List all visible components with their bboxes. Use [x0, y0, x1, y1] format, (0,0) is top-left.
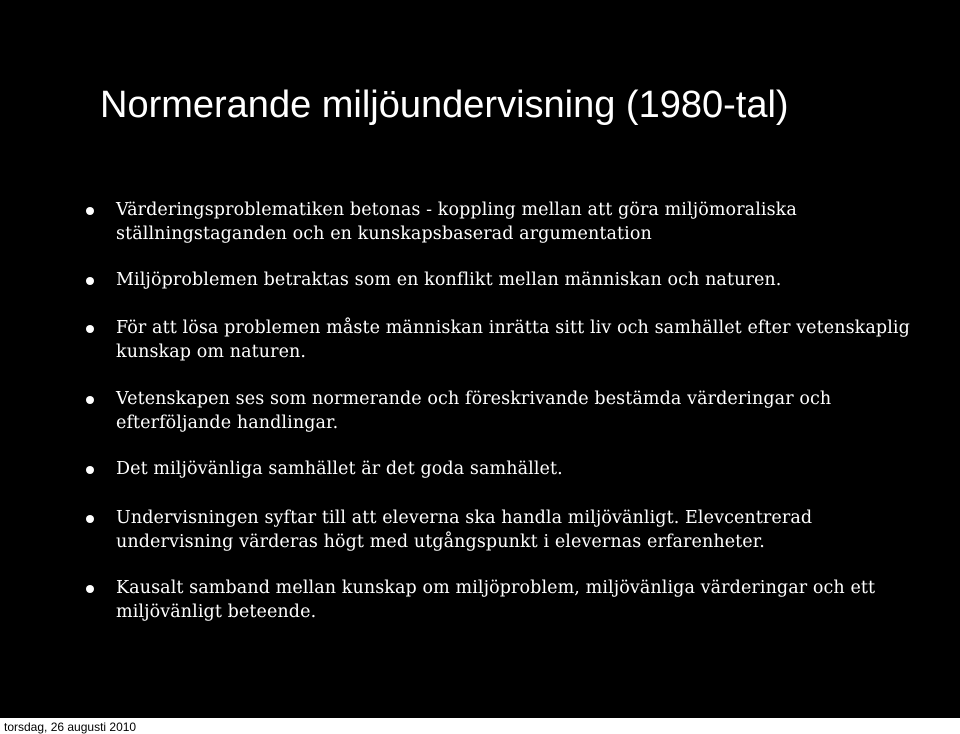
bullet-text: Värderingsproblematiken betonas - koppling mellan att göra miljömoraliska ställningstaganden och en kunskapsbaserad argumentation	[116, 200, 797, 244]
bullet-dot-icon	[86, 277, 94, 285]
bullet-dot-icon	[86, 466, 94, 474]
bullet-dot-icon	[86, 396, 94, 404]
bullet-dot-icon	[86, 515, 94, 523]
footer-date: torsdag, 26 augusti 2010	[4, 720, 137, 734]
bullet-text: Undervisningen syftar till att eleverna ska handla miljövänligt. Elevcentrerad undervisning värderas högt med utgångspunkt i elevernas erfarenheter.	[116, 508, 813, 552]
bullet-text: Kausalt samband mellan kunskap om miljöproblem, miljövänliga värderingar och ett miljövänligt beteende.	[116, 578, 876, 622]
bullet-text: För att lösa problemen måste människan inrätta sitt liv och samhället efter vetenskaplig kunskap om naturen.	[116, 318, 910, 362]
bullet-text: Det miljövänliga samhället är det goda samhället.	[116, 459, 563, 479]
bullet-dot-icon	[86, 585, 94, 593]
slide-title: Normerande miljöundervisning (1980-tal)	[100, 84, 789, 126]
bullet-dot-icon	[86, 207, 94, 215]
bullet-dot-icon	[86, 325, 94, 333]
bullet-text: Miljöproblemen betraktas som en konflikt mellan människan och naturen.	[116, 270, 782, 290]
bullet-text: Vetenskapen ses som normerande och föreskrivande bestämda värderingar och efterföljande handlingar.	[116, 389, 832, 433]
